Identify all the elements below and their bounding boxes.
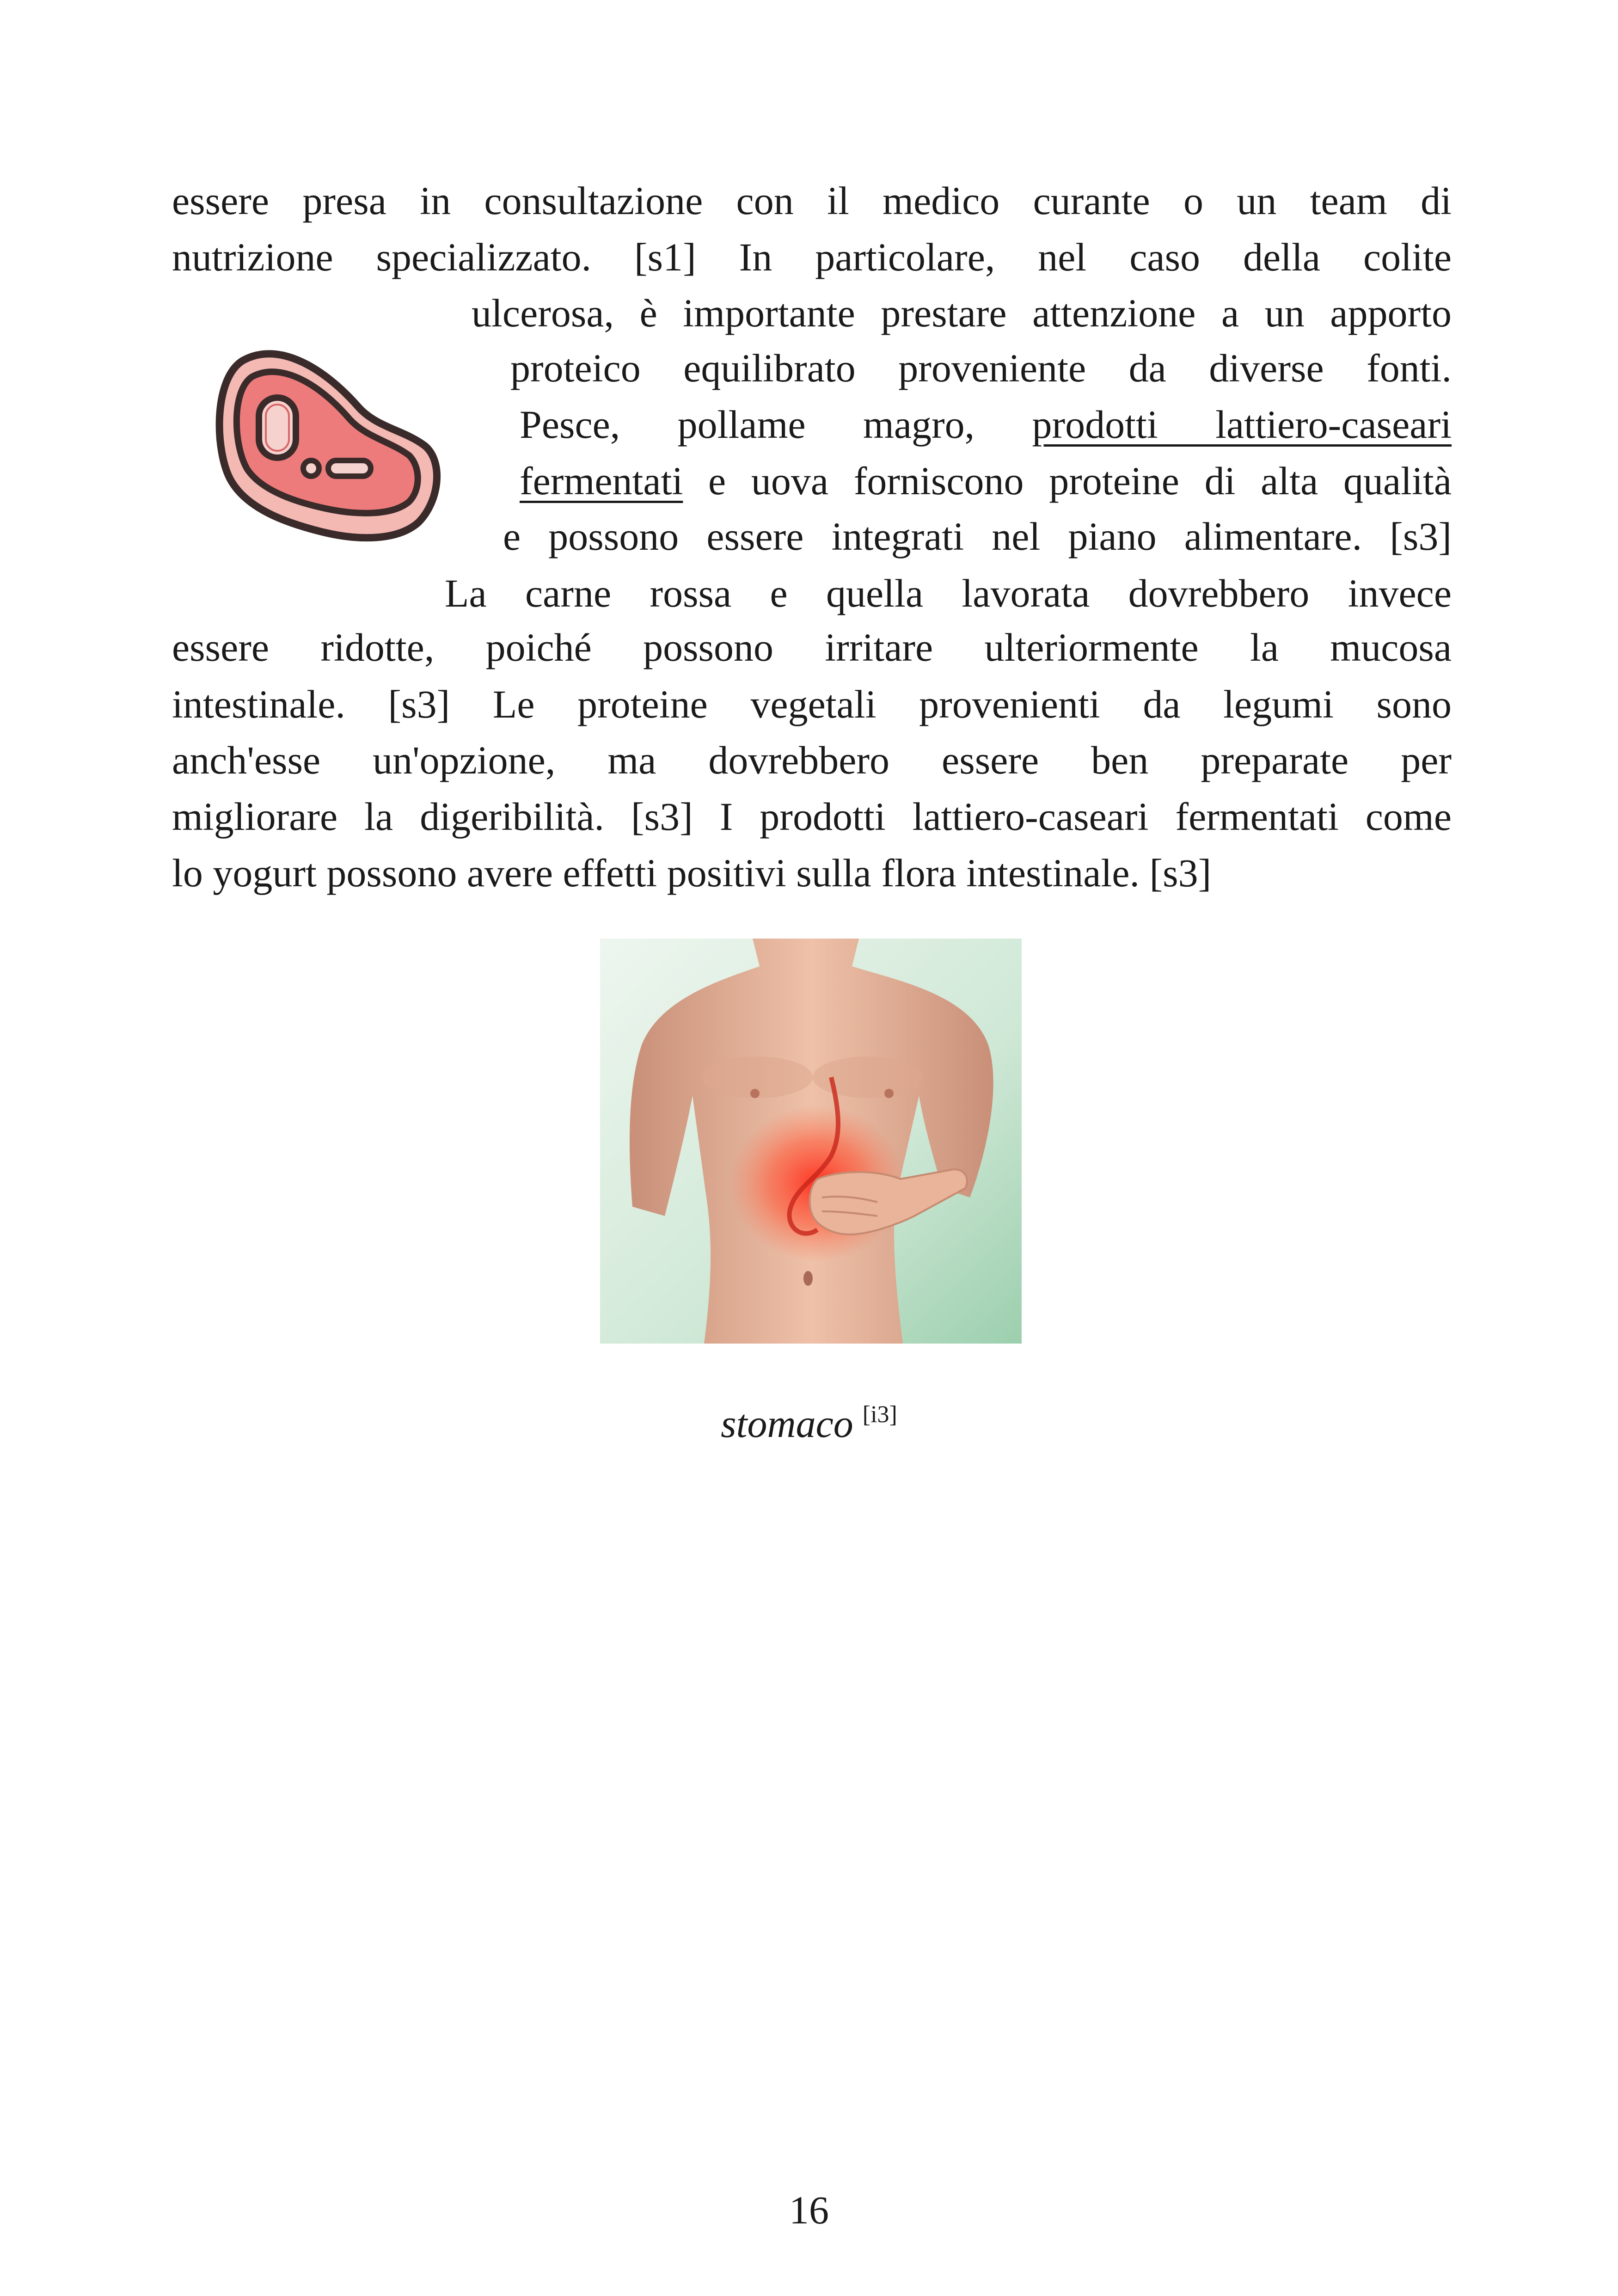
body-line: anch'esse un'opzione, ma dovrebbero essere ben preparate per bbox=[172, 738, 1452, 782]
meat-steak-icon bbox=[210, 342, 446, 546]
figure-caption bbox=[0, 1392, 1618, 1447]
page-number: 16 bbox=[789, 2188, 829, 2232]
body-line: migliorare la digeribilità. [s3] I prodotti lattiero-caseari fermentati come bbox=[172, 794, 1452, 839]
body-line bbox=[520, 401, 1452, 448]
image-reference: [i3] bbox=[862, 1401, 897, 1428]
body-text: Pesce, pollame magro, bbox=[520, 402, 975, 447]
body-line: essere ridotte, poiché possono irritare ulteriormente la mucosa bbox=[172, 625, 1452, 669]
body-line: e possono essere integrati nel piano alimentare. [s3] bbox=[503, 514, 1452, 559]
underlined-link[interactable]: fermentati bbox=[520, 459, 683, 503]
body-line bbox=[520, 458, 1452, 504]
body-line: intestinale. [s3] Le proteine vegetali provenienti da legumi sono bbox=[172, 682, 1452, 726]
underlined-link[interactable]: prodotti lattiero-caseari bbox=[1032, 402, 1452, 447]
body-line: ulcerosa, è importante prestare attenzione a un apporto bbox=[472, 291, 1452, 335]
stomach-photo bbox=[600, 939, 1022, 1344]
body-line: nutrizione specializzato. [s1] In particolare, nel caso della colite bbox=[172, 235, 1452, 279]
body-text: e uova forniscono proteine di alta qualità bbox=[708, 459, 1452, 503]
body-line: lo yogurt possono avere effetti positivi sulla flora intestinale. [s3] bbox=[172, 851, 1212, 895]
body-line: La carne rossa e quella lavorata dovrebbero invece bbox=[445, 571, 1452, 615]
body-line: essere presa in consultazione con il medico curante o un team di bbox=[172, 178, 1452, 223]
caption-text: stomaco bbox=[721, 1401, 853, 1446]
body-line: proteico equilibrato proveniente da diverse fonti. bbox=[510, 346, 1452, 390]
